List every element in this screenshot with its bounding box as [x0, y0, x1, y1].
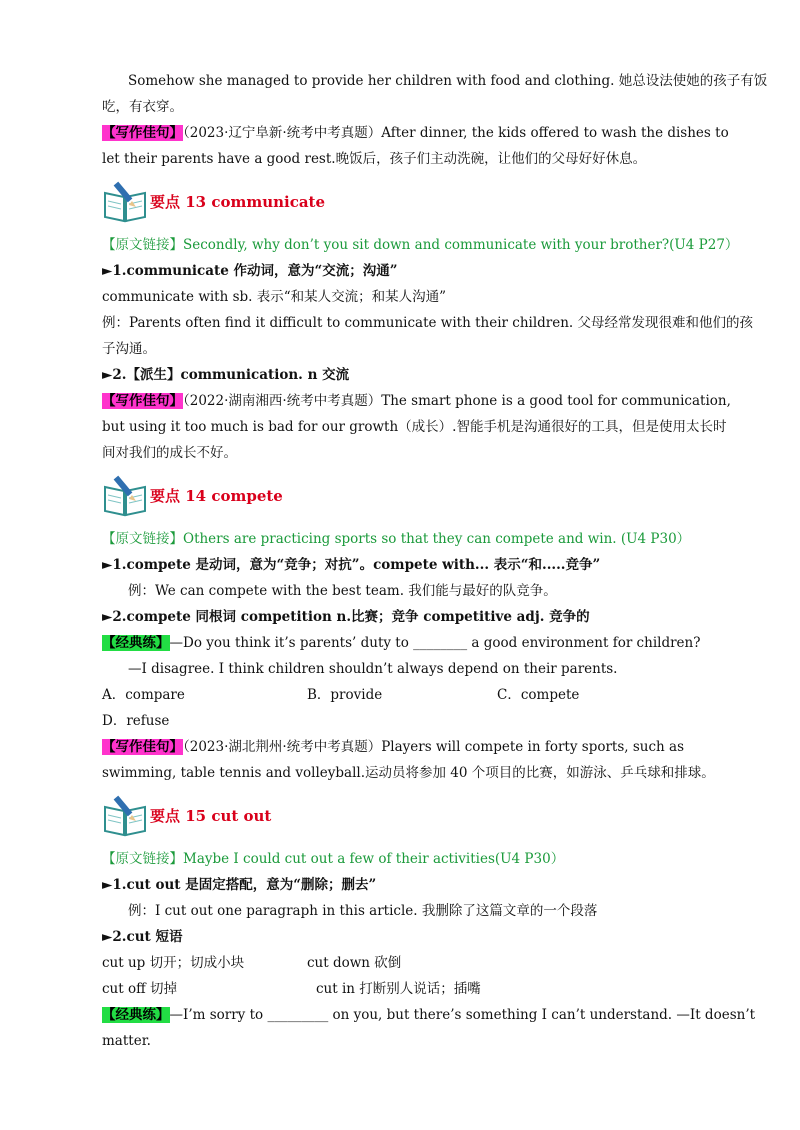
writing-sentence: 【写作佳句】（2023·湖北荆州·统考中考真题）Players will compete in forty sports, such as: [102, 739, 685, 755]
exercise-question-cont: matter.: [102, 1033, 151, 1049]
point-1: ►1.communicate 作动词，意为“交流；沟通”: [102, 263, 398, 279]
exercise-question: 【经典练】—Do you think it’s parents’ duty to ________ a good environment for children?: [102, 635, 701, 651]
phrase-cut-in: cut in 打断别人说话；插嘴: [316, 981, 481, 997]
section-heading-14: [102, 472, 702, 518]
writing-sentence-cont: 间对我们的成长不好。: [102, 445, 237, 461]
option-d[interactable]: D．refuse: [102, 713, 170, 729]
phrase-cut-down: cut down 砍倒: [307, 955, 402, 971]
point-1: ►1.compete 是动词，意为“竞争；对抗”。compete with... 表示“和.....竞争”: [102, 557, 601, 573]
option-c[interactable]: C．compete: [497, 687, 580, 703]
point-1: ►1.cut out 是固定搭配，意为“删除；删去”: [102, 877, 377, 893]
source-link: 【原文链接】Others are practicing sports so that they can compete and win. (U4 P30）: [102, 531, 691, 547]
writing-sentence: 【写作佳句】（2023·辽宁阜新·统考中考真题）After dinner, the kids offered to wash the dishes to: [102, 125, 729, 141]
point-2: ►2.compete 同根词 competition n.比赛；竞争 competitive adj. 竞争的: [102, 609, 590, 625]
point-1-usage: communicate with sb. 表示“和某人交流；和某人沟通”: [102, 289, 447, 305]
book-pencil-icon: [102, 179, 148, 223]
exercise-reply: —I disagree. I think children shouldn’t always depend on their parents.: [128, 661, 618, 677]
point-2: ►2.【派生】communication. n 交流: [102, 367, 350, 383]
section-heading-13: [102, 178, 702, 224]
example-sentence: Somehow she managed to provide her children with food and clothing. 她总设法使她的孩子有饭: [128, 73, 768, 89]
book-pencil-icon: [102, 473, 148, 517]
section-title: 要点 13 communicate: [150, 192, 326, 211]
point-1-example: 例：We can compete with the best team. 我们能与最好的队竞争。: [128, 583, 557, 599]
answer-options: [102, 682, 702, 708]
phrase-cut-off: cut off 切掉: [102, 981, 177, 997]
writing-sentence-cont: let their parents have a good rest.晚饭后，孩子们主动洗碗，让他们的父母好好休息。: [102, 151, 647, 167]
writing-sentence-cont: swimming, table tennis and volleyball.运动员将参加 40 个项目的比赛，如游泳、乒乓球和排球。: [102, 765, 715, 781]
writing-sentence: 【写作佳句】（2022·湖南湘西·统考中考真题）The smart phone is a good tool for communication,: [102, 393, 731, 409]
option-b[interactable]: B．provide: [307, 687, 383, 703]
example-translation-cont: 吃，有衣穿。: [102, 99, 183, 115]
point-1-example-cont: 子沟通。: [102, 341, 156, 357]
section-heading-15: [102, 792, 702, 838]
point-1-example: 例：I cut out one paragraph in this article. 我删除了这篇文章的一个段落: [128, 903, 598, 919]
section-title: 要点 15 cut out: [150, 806, 272, 825]
exercise-tag: 【经典练】: [102, 1007, 170, 1023]
writing-sentence-cont: but using it too much is bad for our growth（成长）.智能手机是沟通很好的工具，但是使用太长时: [102, 419, 727, 435]
exercise-tag: 【经典练】: [102, 635, 170, 651]
point-2: ►2.cut 短语: [102, 929, 183, 945]
source-link: 【原文链接】Secondly, why don’t you sit down and communicate with your brother?(U4 P27）: [102, 237, 739, 253]
phrase-row: [102, 950, 702, 976]
phrase-cut-up: cut up 切开；切成小块: [102, 955, 245, 971]
option-a[interactable]: A．compare: [102, 687, 185, 703]
section-title: 要点 14 compete: [150, 486, 283, 505]
writing-tag: 【写作佳句】: [102, 125, 183, 141]
exercise-question: 【经典练】—I’m sorry to _________ on you, but there’s something I can’t understand. —It doesn’t: [102, 1007, 756, 1023]
writing-tag: 【写作佳句】: [102, 393, 183, 409]
source-link: 【原文链接】Maybe I could cut out a few of their activities(U4 P30）: [102, 851, 565, 867]
book-pencil-icon: [102, 793, 148, 837]
phrase-row: [102, 976, 702, 1002]
document-page: [102, 68, 768, 1054]
answer-options-row2: [102, 708, 702, 734]
point-1-example: 例：Parents often find it difficult to communicate with their children. 父母经常发现很难和他们的孩: [102, 315, 754, 331]
writing-tag: 【写作佳句】: [102, 739, 183, 755]
